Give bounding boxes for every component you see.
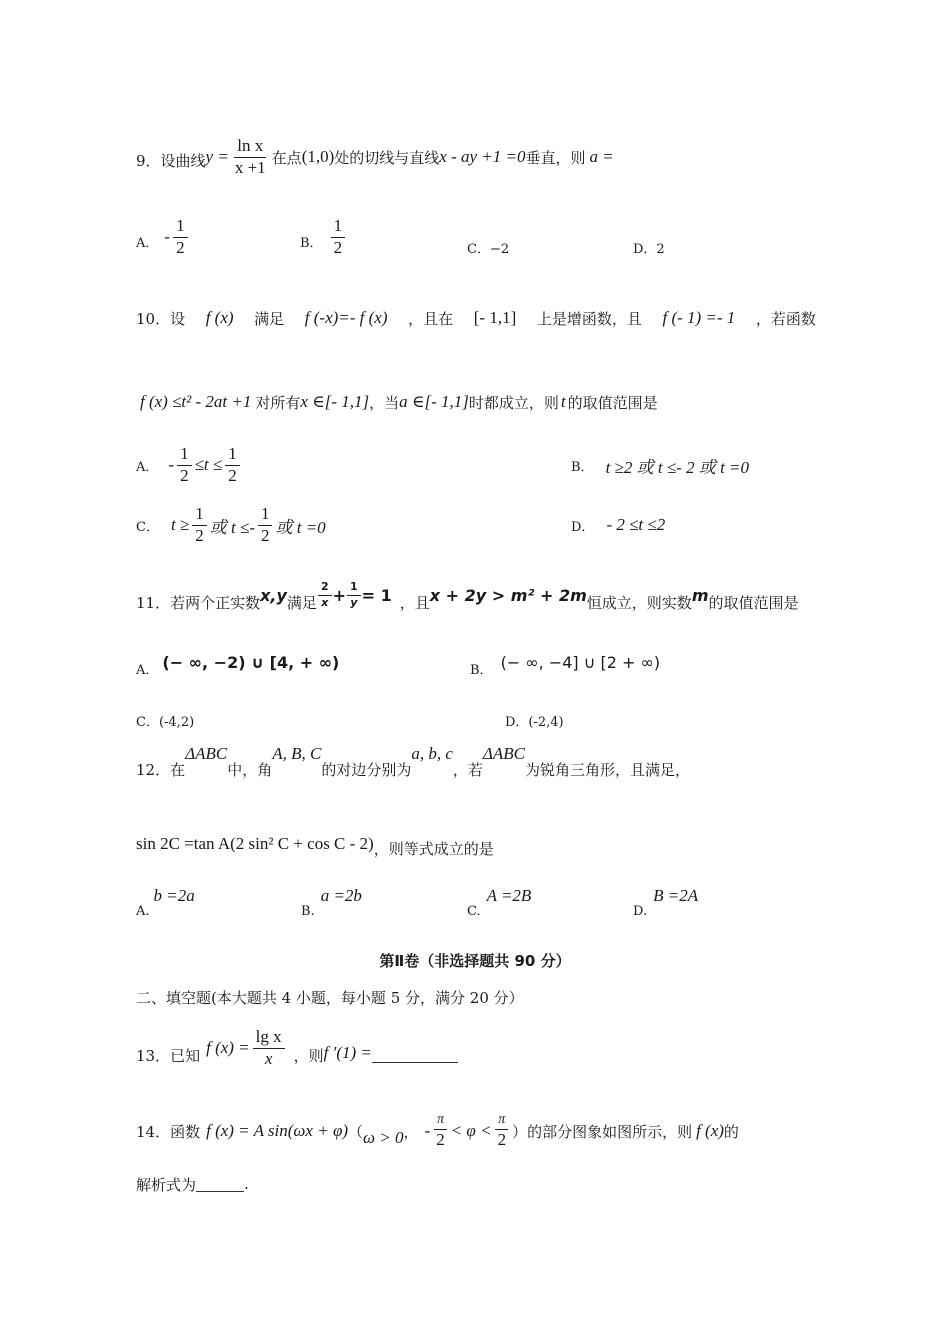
q14-pi-1-den: 2 — [436, 1129, 445, 1149]
q11-option-a-label: A． — [136, 662, 159, 678]
q10-option-a-num-1: 1 — [177, 445, 192, 466]
q10-option-a-minus: - — [168, 455, 175, 474]
q14-function: f (x) = A sin(ωx + φ) — [206, 1121, 349, 1140]
q14-fx: f (x) — [696, 1121, 724, 1140]
q12-option-a — [136, 886, 195, 920]
q13-line — [136, 1022, 458, 1074]
q10-interval: [- 1,1] — [473, 308, 517, 327]
q9-line — [136, 127, 614, 187]
q12-angles: A, B, C — [272, 744, 322, 763]
q9-text-1: 在点 — [271, 148, 302, 167]
q12-option-c-label: C. — [467, 904, 481, 919]
q12-option-d-text: B =2A — [653, 886, 699, 905]
q13-derivative: f ′(1) = — [323, 1043, 372, 1062]
q9-option-d: D．2 — [633, 242, 665, 257]
q9-text-2: 处的切线与直线 — [334, 148, 440, 167]
q11-option-c: C．(-4,2) — [136, 715, 195, 730]
q10-option-a-den-2: 2 — [228, 465, 237, 485]
q10-option-c-p3: 或 t =0 — [275, 517, 326, 537]
q9-option-c: C．−2 — [467, 242, 510, 257]
q10-text-3: 上是增函数，且 — [536, 309, 642, 328]
q11-option-a-text: (− ∞, −2) ∪ [4, + ∞) — [162, 652, 340, 672]
q12-text-3: ，若 — [452, 760, 483, 779]
q11-plus: + — [332, 585, 346, 605]
q11-text-3: 恒成立，则实数 — [586, 593, 692, 612]
q9-option-a-den: 2 — [176, 237, 185, 257]
q10-option-c-frac-1 — [192, 505, 207, 545]
q12-option-d — [633, 886, 698, 920]
q10-option-a-num-2: 1 — [225, 445, 240, 466]
q10-option-a-frac-2 — [225, 445, 240, 485]
q11-frac-1-num: 2 — [318, 581, 332, 595]
q10-line-2 — [140, 384, 658, 420]
q12-sides: a, b, c — [411, 744, 453, 763]
q13-fraction — [253, 1028, 285, 1068]
q14-pi-frac-2 — [495, 1112, 510, 1149]
q10-val-eq: f (- 1) =- 1 — [662, 308, 736, 327]
q10-option-b — [571, 453, 749, 477]
q9-frac-num: ln x — [234, 137, 266, 158]
q9-number: 9．设曲线 — [136, 151, 206, 170]
q12-line-2 — [136, 828, 494, 860]
q10-number: 10．设 — [136, 309, 186, 328]
q10-option-c-p2: 或 t ≤- — [209, 517, 255, 537]
q12-text-2: 的对边分别为 — [321, 760, 412, 779]
q14-line — [136, 1108, 739, 1154]
q10-option-a-label: A． — [136, 459, 159, 475]
q12-text-4: 为锐角三角形，且满足， — [524, 760, 690, 779]
q10-l2-text-4: 的取值范围是 — [567, 393, 658, 412]
q12-option-b-label: B. — [301, 904, 315, 919]
q10-option-a-mid: ≤t ≤ — [194, 455, 223, 474]
q10-ineq: f (x) ≤t² - 2at +1 — [140, 392, 252, 411]
q11-text-2: ，且 — [399, 593, 430, 612]
q13-f-eq: f (x) = — [206, 1038, 250, 1057]
q12-option-c-text: A =2B — [486, 886, 532, 905]
q11-frac-2-den: y — [350, 595, 358, 609]
q12-option-a-label: A. — [136, 904, 150, 919]
q11-text-4: 的取值范围是 — [708, 593, 799, 612]
q12-triangle: ΔABC — [185, 744, 228, 763]
q9-point: (1,0) — [301, 147, 335, 166]
q9-option-a-frac — [173, 217, 188, 257]
q14-text-2: 的 — [723, 1122, 739, 1141]
q11-frac-2 — [347, 581, 361, 608]
q11-line — [136, 570, 799, 620]
q12-equation: sin 2C =tan A(2 sin² C + cos C - 2) — [136, 834, 374, 853]
q10-text-2: ，且在 — [408, 309, 454, 328]
q12-text-1: 中，角 — [227, 760, 273, 779]
q11-option-b — [470, 648, 660, 676]
q11-number: 11．若两个正实数 — [136, 593, 261, 612]
q14-omega: ω > 0 — [363, 1128, 404, 1147]
q10-option-c-label: C． — [136, 519, 159, 535]
q13-answer-blank[interactable] — [372, 1048, 458, 1063]
q14-l2-end: . — [244, 1175, 249, 1193]
q11-frac-1 — [318, 581, 332, 608]
q14-pi-frac-1 — [433, 1112, 448, 1149]
q9-option-b-num: 1 — [331, 217, 346, 238]
q10-option-a — [136, 442, 243, 488]
q9-y-eq: y = — [205, 147, 229, 166]
q10-option-c-num-1: 1 — [192, 505, 207, 526]
q10-option-c — [136, 502, 326, 548]
q10-option-b-text: t ≥2 或 t ≤- 2 或 t =0 — [605, 457, 750, 477]
q10-x-in: x ∈[- 1,1] — [300, 392, 370, 411]
q14-pi-2-den: 2 — [497, 1129, 507, 1149]
q11-option-a — [136, 648, 339, 676]
q11-option-b-label: B． — [470, 662, 493, 678]
section-2-title: 第Ⅱ卷（非选择题共 90 分） — [379, 952, 571, 970]
q12-line — [136, 742, 690, 782]
q10-option-a-den-1: 2 — [180, 465, 189, 485]
q13-frac-den: x — [264, 1048, 273, 1068]
q10-option-c-frac-2 — [258, 505, 273, 545]
q11-eq1: = 1 — [361, 585, 392, 605]
q10-l2-text-3: 时都成立，则 — [468, 393, 559, 412]
q11-frac-1-den: x — [321, 595, 329, 609]
q12-l2-text-1: ，则等式成立的是 — [373, 839, 494, 858]
q10-l2-text-2: ，当 — [369, 393, 400, 412]
q11-xy: x,y — [260, 585, 287, 605]
q12-option-b-text: a =2b — [320, 886, 362, 905]
q11-frac-2-num: 1 — [347, 581, 361, 595]
q14-lt: < φ < — [450, 1121, 492, 1140]
q11-m: m — [691, 585, 709, 605]
q14-text-1: ）的部分图象如图所示，则 — [512, 1122, 693, 1141]
q14-paren-open: （ — [348, 1122, 364, 1141]
q12-option-c — [467, 886, 531, 920]
q9-option-b-den: 2 — [333, 237, 343, 257]
q10-a-in: a ∈[- 1,1] — [399, 392, 469, 411]
q12-option-b — [301, 886, 362, 920]
q9-text-3: 垂直，则 — [525, 148, 586, 167]
q11-option-d: D．(-2,4) — [505, 715, 564, 730]
q9-line-eq: x - ay +1 =0 — [439, 147, 526, 166]
q13-text-1: ，则 — [293, 1046, 324, 1065]
q13-number: 13．已知 — [136, 1046, 201, 1065]
q9-option-b-label: B． — [300, 235, 323, 251]
q14-answer-blank[interactable] — [196, 1177, 244, 1192]
q12-number: 12．在 — [136, 760, 186, 779]
q9-fraction — [232, 137, 269, 177]
q10-option-c-den-1: 2 — [195, 525, 204, 545]
q9-option-a-label: A． — [136, 235, 159, 251]
q14-line-2 — [136, 1172, 249, 1196]
q10-odd-eq: f (-x)=- f (x) — [304, 308, 388, 327]
q10-text-4: ，若函数 — [755, 309, 816, 328]
q11-ineq: x + 2y > m² + 2m — [429, 585, 587, 605]
q10-t-var: t — [560, 392, 566, 411]
q9-option-a-sign: - — [164, 227, 171, 246]
q9-frac-den: x +1 — [234, 157, 266, 177]
q10-option-b-label: B． — [571, 459, 594, 475]
q12-option-d-label: D. — [633, 904, 648, 919]
q14-neg: - — [424, 1121, 431, 1140]
q14-pi-2-num: π — [495, 1112, 508, 1129]
q9-ask: a = — [589, 147, 614, 166]
q9-option-a — [136, 212, 191, 262]
q11-option-b-text: (− ∞, −4] ∪ [2 + ∞) — [500, 652, 661, 672]
q10-l2-text-1: 对所有 — [255, 393, 301, 412]
q12-option-a-text: b =2a — [153, 886, 195, 905]
q10-option-d — [571, 513, 665, 537]
section-2-subtitle: 二、填空题(本大题共 4 小题，每小题 5 分，满分 20 分） — [136, 989, 524, 1007]
q10-option-c-p1: t ≥ — [170, 515, 190, 534]
q12-triangle-2: ΔABC — [482, 744, 525, 763]
q14-number: 14．函数 — [136, 1122, 201, 1141]
q14-pi-1-num: π — [434, 1112, 447, 1129]
q10-line — [136, 300, 816, 336]
q10-option-a-frac-1 — [177, 445, 192, 485]
q10-text-1: 满足 — [254, 309, 285, 328]
q9-option-a-num: 1 — [173, 217, 188, 238]
q10-option-c-den-2: 2 — [260, 525, 270, 545]
q9-option-b-frac — [331, 217, 346, 257]
q13-frac-num: lg x — [253, 1028, 285, 1049]
q11-text-1: 满足 — [286, 593, 317, 612]
q14-comma: ， — [403, 1122, 419, 1141]
q9-option-b — [300, 212, 348, 262]
q10-option-d-text: - 2 ≤t ≤2 — [606, 515, 666, 534]
q10-option-d-label: D． — [571, 519, 595, 535]
q10-fx: f (x) — [205, 308, 234, 327]
q14-l2-text: 解析式为 — [136, 1175, 197, 1194]
q10-option-c-num-2: 1 — [258, 505, 273, 526]
